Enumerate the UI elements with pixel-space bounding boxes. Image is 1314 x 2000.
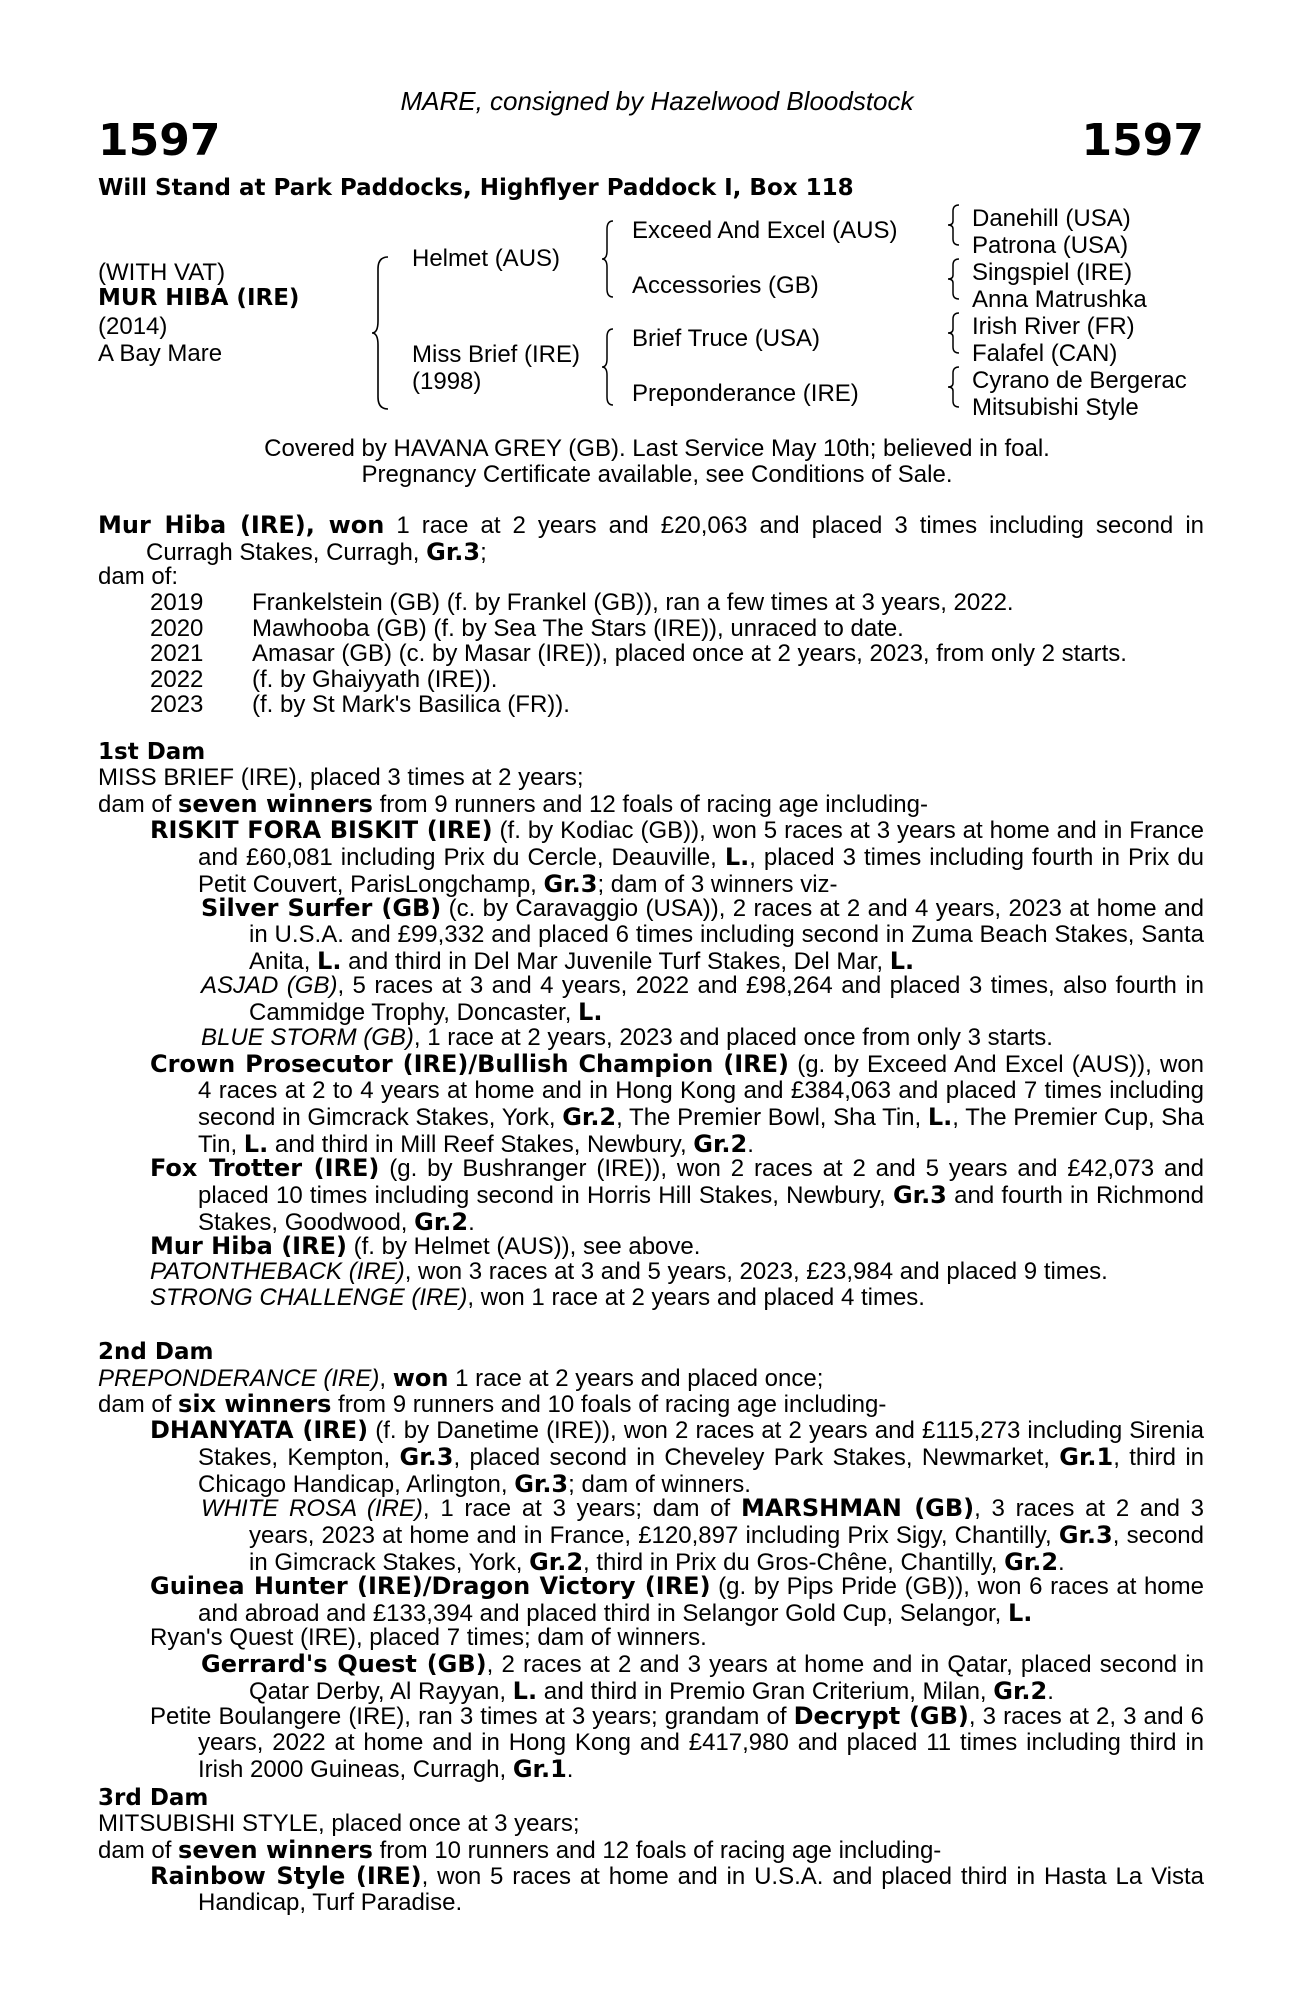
pedigree-brace-3a [946, 203, 962, 247]
offspring-petite-boulangere: Petite Boulangere (IRE), ran 3 times at 3 years; grandam of Decrypt (GB), 3 races at 2, 3 and 6 years, 2022 at home and in Hong Kong and £417,980 and placed 11 times including third in Irish 2000 Guineas, Curragh, Gr.1. [150, 1702, 1204, 1783]
offspring-silver-surfer: Silver Surfer (GB) (c. by Caravaggio (USA)), 2 races at 2 and 4 years, 2023 at home and in U.S.A. and £99,332 and placed 6 times including second in Zuma Beach Stakes, Santa Anita, L. and third in Del Mar Juvenile Turf Stakes, Del Mar, L. [201, 894, 1204, 975]
ggp-5: Irish River (FR) [972, 313, 1135, 340]
ggp-2: Patrona (USA) [972, 232, 1129, 259]
offspring-strong-challenge: STRONG CHALLENGE (IRE), won 1 race at 2 years and placed 4 times. [150, 1284, 925, 1311]
offspring-blue-storm: BLUE STORM (GB), 1 race at 2 years, 2023 and placed once from only 3 starts. [201, 1024, 1053, 1051]
dam: Miss Brief (IRE) [412, 341, 580, 368]
horse-vat: (WITH VAT) [98, 259, 226, 286]
sire-dam: Accessories (GB) [632, 272, 819, 299]
ggp-8: Mitsubishi Style [972, 394, 1139, 421]
ggp-6: Falafel (CAN) [972, 340, 1118, 367]
offspring-fox-trotter: Fox Trotter (IRE) (g. by Bushranger (IRE)), won 2 races at 2 and 5 years and £42,073 and placed 10 times including second in Horris Hill Stakes, Newbury, Gr.3 and fourth in Richmond Stakes, Goodwood, Gr.2. [150, 1154, 1205, 1236]
list-item: 2023 (f. by St Mark's Basilica (FR)). [150, 691, 570, 718]
horse-year: (2014) [98, 313, 168, 340]
ggp-4: Anna Matrushka [972, 286, 1147, 313]
stand-info: Will Stand at Park Paddocks, Highflyer Paddock I, Box 118 [98, 175, 854, 201]
covered-line-2: Pregnancy Certificate available, see Conditions of Sale. [361, 461, 953, 488]
mare-dam-of: dam of: [98, 563, 179, 590]
lot-number-left: 1597 [98, 115, 221, 166]
pedigree-table [0, 0, 1314, 430]
covered-line-1: Covered by HAVANA GREY (GB). Last Service May 10th; believed in foal. [264, 435, 1050, 462]
first-dam-heading: 1st Dam [98, 739, 206, 765]
third-dam-dam-of: dam of seven winners from 10 runners and 12 foals of racing age including- [98, 1836, 942, 1864]
sire: Helmet (AUS) [412, 245, 561, 272]
mare-name: Mur Hiba (IRE) [98, 511, 306, 539]
offspring-ryans-quest: Ryan's Quest (IRE), placed 7 times; dam of winners. [150, 1624, 707, 1651]
lot-number-right: 1597 [1081, 115, 1204, 166]
consignment-line: MARE, consigned by Hazelwood Bloodstock [400, 86, 914, 116]
covered-note [0, 436, 1314, 488]
list-item: 2022 (f. by Ghaiyyath (IRE)). [150, 665, 498, 693]
dam-dam: Preponderance (IRE) [632, 380, 859, 407]
offspring-white-rosa: WHITE ROSA (IRE), 1 race at 3 years; dam of MARSHMAN (GB), 3 races at 2 and 3 years, 2023 at home and in France, £120,897 including Prix Sigy, Chantilly, Gr.3, second in Gimcrack Stakes, York, Gr.2, third in Prix du Gros-Chêne, Chantilly, Gr.2. [201, 1494, 1205, 1576]
offspring-gerrards-quest: Gerrard's Quest (GB), 2 races at 2 and 3 years at home and in Qatar, placed second in Qatar Derby, Al Rayyan, L. and third in Premio Gran Criterium, Milan, Gr.2. [201, 1650, 1204, 1705]
third-dam-line: MITSUBISHI STYLE, placed once at 3 years; [98, 1810, 580, 1837]
horse-description: A Bay Mare [98, 340, 223, 367]
produce-list [150, 590, 1127, 718]
pedigree-brace-3d [946, 365, 962, 409]
mare-won: won [328, 511, 385, 539]
pedigree-brace-3b [946, 257, 962, 301]
ggp-7: Cyrano de Bergerac [972, 367, 1187, 394]
second-dam-dam-of: dam of six winners from 9 runners and 10 foals of racing age including- [98, 1390, 887, 1418]
offspring-guinea-hunter: Guinea Hunter (IRE)/Dragon Victory (IRE) (g. by Pips Pride (GB)), won 6 races at home and abroad and £133,394 and placed third in Selangor Gold Cup, Selangor, L. [150, 1572, 1204, 1627]
third-dam-heading: 3rd Dam [98, 1785, 209, 1811]
second-dam-line: PREPONDERANCE (IRE), won 1 race at 2 years and placed once; [98, 1364, 824, 1392]
first-dam-line: MISS BRIEF (IRE), placed 3 times at 2 years; [98, 764, 584, 791]
ggp-3: Singspiel (IRE) [972, 259, 1133, 286]
ggp-1: Danehill (USA) [972, 205, 1131, 232]
pedigree-brace-sire [600, 219, 616, 299]
offspring-dhanyata: DHANYATA (IRE) (f. by Danetime (IRE)), won 2 races at 2 years and £115,273 including Sirenia Stakes, Kempton, Gr.3, placed second in Cheveley Park Stakes, Newmarket, Gr.1, third in Chicago Handicap, Arlington, Gr.3; dam of winners. [150, 1416, 1205, 1498]
offspring-riskit: RISKIT FORA BISKIT (IRE) (f. by Kodiac (GB)), won 5 races at 3 years at home and in France and £60,081 including Prix du Cercle, Deauville, L., placed 3 times including fourth in Prix du Petit Couvert, ParisLongchamp, Gr.3; dam of 3 winners viz- [150, 816, 1205, 898]
horse-name: MUR HIBA (IRE) [98, 285, 300, 311]
pedigree-brace-main [370, 255, 392, 411]
list-item: 2019 Frankelstein (GB) (f. by Frankel (GB)), ran a few times at 3 years, 2022. [150, 589, 1014, 616]
first-dam-dam-of: dam of seven winners from 9 runners and 12 foals of racing age including- [98, 790, 928, 818]
offspring-asjad: ASJAD (GB), 5 races at 3 and 4 years, 2022 and £98,264 and placed 3 times, also fourth in Cammidge Trophy, Doncaster, L. [201, 972, 1204, 1026]
sire-sire: Exceed And Excel (AUS) [632, 217, 898, 244]
second-dam-heading: 2nd Dam [98, 1339, 214, 1365]
pedigree-brace-3c [946, 311, 962, 355]
offspring-crown-prosecutor: Crown Prosecutor (IRE)/Bullish Champion (IRE) (g. by Exceed And Excel (AUS)), won 4 races at 2 to 4 years at home and in Hong Kong and £384,063 and placed 7 times including second in Gimcrack Stakes, York, Gr.2, The Premier Bowl, Sha Tin, L., The Premier Cup, Sha Tin, L. and third in Mill Reef Stakes, Newbury, Gr.2. [150, 1050, 1205, 1158]
list-item: 2020 Mawhooba (GB) (f. by Sea The Stars (IRE)), unraced to date. [150, 614, 904, 642]
offspring-rainbow-style: Rainbow Style (IRE), won 5 races at home and in U.S.A. and placed third in Hasta La Vista Handicap, Turf Paradise. [150, 1862, 1205, 1916]
dam-sire: Brief Truce (USA) [632, 325, 821, 352]
list-item: 2021 Amasar (GB) (c. by Masar (IRE)), placed once at 2 years, 2023, from only 2 starts. [150, 640, 1127, 667]
offspring-patontheback: PATONTHEBACK (IRE), won 3 races at 3 and 5 years, 2023, £23,984 and placed 9 times. [150, 1258, 1108, 1285]
pedigree-brace-dam [600, 327, 616, 407]
mare-record: Mur Hiba (IRE), won 1 race at 2 years and £20,063 and placed 3 times including second in Curragh Stakes, Curragh, Gr.3; [98, 511, 1205, 566]
offspring-mur-hiba: Mur Hiba (IRE) (f. by Helmet (AUS)), see above. [150, 1232, 701, 1260]
dam-year: (1998) [412, 368, 482, 395]
